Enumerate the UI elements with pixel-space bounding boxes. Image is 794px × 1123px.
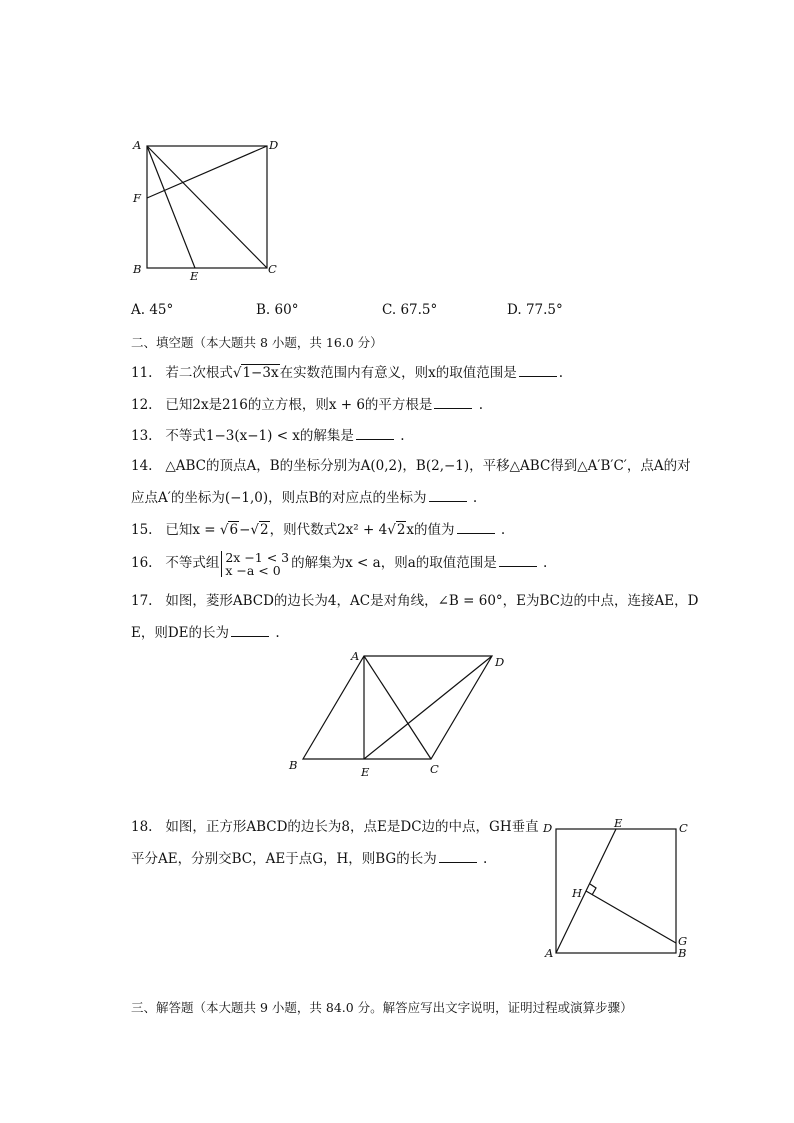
q17-line-1: 如图，菱形ABCD的边长为4，AC是对角线，∠B = 60°，E为BC边的中点，连接AE，D xyxy=(165,593,699,609)
segment-fd xyxy=(147,146,267,198)
q15-minus: − xyxy=(239,522,251,538)
option-value: 67.5° xyxy=(400,302,438,318)
answer-blank xyxy=(439,848,477,863)
segment-hg xyxy=(586,891,676,943)
question-end: . xyxy=(478,397,484,413)
label-e: E xyxy=(361,765,370,779)
label-e: E xyxy=(614,816,623,830)
question-number: 15. xyxy=(131,522,153,538)
q12-text: 已知2x是216的立方根，则x + 6的平方根是 xyxy=(165,397,433,413)
segment-ae xyxy=(147,146,195,268)
segment-ac xyxy=(147,146,267,268)
question-number: 11. xyxy=(131,365,153,381)
question-14-cont xyxy=(131,487,477,508)
q15-text-pre: 已知x = xyxy=(165,522,220,538)
answer-blank xyxy=(519,362,557,377)
q13-text: 不等式1−3(x−1) < x的解集是 xyxy=(165,428,354,444)
label-b: B xyxy=(678,946,687,960)
question-number: 18. xyxy=(131,819,153,835)
question-end: . xyxy=(558,365,563,381)
question-end: . xyxy=(275,625,280,641)
question-end: . xyxy=(400,428,405,444)
radical-sign: √ xyxy=(219,522,229,538)
q15-text-post-2: x的值为 xyxy=(406,522,455,538)
answer-blank xyxy=(429,487,467,502)
option-letter: B. xyxy=(256,302,271,318)
label-d: D xyxy=(495,655,505,669)
figure-square-abcd xyxy=(128,135,288,285)
question-end: . xyxy=(483,851,488,867)
answer-blank xyxy=(231,622,269,637)
question-18-cont xyxy=(131,848,487,869)
option-letter: A. xyxy=(131,302,146,318)
label-c: C xyxy=(430,762,439,776)
question-16 xyxy=(131,549,547,577)
question-number: 14. xyxy=(131,458,153,474)
q18-line-1: 如图，正方形ABCD的边长为8，点E是DC边的中点，GH垂直 xyxy=(165,819,539,835)
q11-text-post: 在实数范围内有意义，则x的取值范围是 xyxy=(279,365,517,381)
question-17 xyxy=(131,591,698,611)
label-a: A xyxy=(351,649,360,663)
system-row-2: x −a < 0 xyxy=(225,562,281,578)
question-end: . xyxy=(500,522,506,538)
question-number: 17. xyxy=(131,593,153,609)
label-d: D xyxy=(543,821,553,835)
question-number: 16. xyxy=(131,555,153,571)
answer-blank xyxy=(499,552,537,567)
option-b xyxy=(256,300,298,320)
q15-radicand-2: 2 xyxy=(260,522,269,538)
label-h: H xyxy=(572,886,583,900)
q15-text-post: ，则代数式2x² + 4 xyxy=(269,522,388,538)
question-end: . xyxy=(543,555,548,571)
question-end: . xyxy=(472,490,478,506)
q15-radicand-3: 2 xyxy=(396,522,406,538)
option-value: 45° xyxy=(149,302,174,318)
section-3-title: 三、解答题（本大题共 9 小题，共 84.0 分。解答应写出文字说明，证明过程或演算步骤） xyxy=(131,1000,633,1015)
radical-sign: √ xyxy=(387,522,396,538)
section-2-title: 二、填空题（本大题共 8 小题，共 16.0 分） xyxy=(131,335,383,350)
q16-text-post: 的解集为x < a，则a的取值范围是 xyxy=(291,555,497,571)
figure-rhombus-abcd xyxy=(284,645,514,780)
label-b: B xyxy=(133,262,142,276)
q18-line-2: 平分AE，分别交BC，AE于点G，H，则BG的长为 xyxy=(131,851,437,867)
figure-square-ehg xyxy=(540,815,700,965)
q14-line-2: 应点A′的坐标为(−1,0)，则点B的对应点的坐标为 xyxy=(131,490,427,506)
answer-blank xyxy=(434,394,472,409)
option-value: 60° xyxy=(274,302,299,318)
question-number: 13. xyxy=(131,428,153,444)
q15-radicand-1: 6 xyxy=(229,522,239,538)
label-f: F xyxy=(133,191,141,205)
question-number: 12. xyxy=(131,397,153,413)
answer-blank xyxy=(356,425,394,440)
q17-line-2: E，则DE的长为 xyxy=(131,625,230,641)
label-e: E xyxy=(190,269,199,283)
label-a: A xyxy=(133,138,142,152)
option-value: 77.5° xyxy=(525,302,563,318)
question-12 xyxy=(131,394,483,415)
q16-text-pre: 不等式组 xyxy=(165,555,220,571)
label-c: C xyxy=(679,821,688,835)
question-14 xyxy=(131,456,691,476)
option-d xyxy=(507,300,563,320)
option-letter: C. xyxy=(382,302,397,318)
question-11 xyxy=(131,362,563,383)
q14-line-1: △ABC的顶点A，B的坐标分别为A(0,2)，B(2,−1)，平移△ABC得到△A′B′C′，点A的对 xyxy=(165,458,691,474)
option-letter: D. xyxy=(507,302,522,318)
answer-blank xyxy=(457,519,495,534)
question-13 xyxy=(131,425,405,446)
q11-radicand: 1−3x xyxy=(242,365,279,381)
label-d: D xyxy=(269,138,279,152)
question-18 xyxy=(131,817,539,837)
question-17-cont xyxy=(131,622,280,643)
system-row-1: 2x −1 < 3 xyxy=(225,549,290,565)
label-b: B xyxy=(289,758,298,772)
label-c: C xyxy=(268,262,277,276)
option-c xyxy=(382,300,437,320)
option-a xyxy=(131,300,173,320)
radical-sign: √ xyxy=(250,522,259,538)
label-g: G xyxy=(678,934,688,948)
inequality-system xyxy=(221,551,289,577)
question-15 xyxy=(131,519,505,540)
q11-text-pre: 若二次根式 xyxy=(165,365,233,381)
label-a: A xyxy=(545,946,554,960)
segment-de xyxy=(364,656,492,759)
segment-ac xyxy=(364,656,431,759)
radical-sign: √ xyxy=(232,365,242,381)
